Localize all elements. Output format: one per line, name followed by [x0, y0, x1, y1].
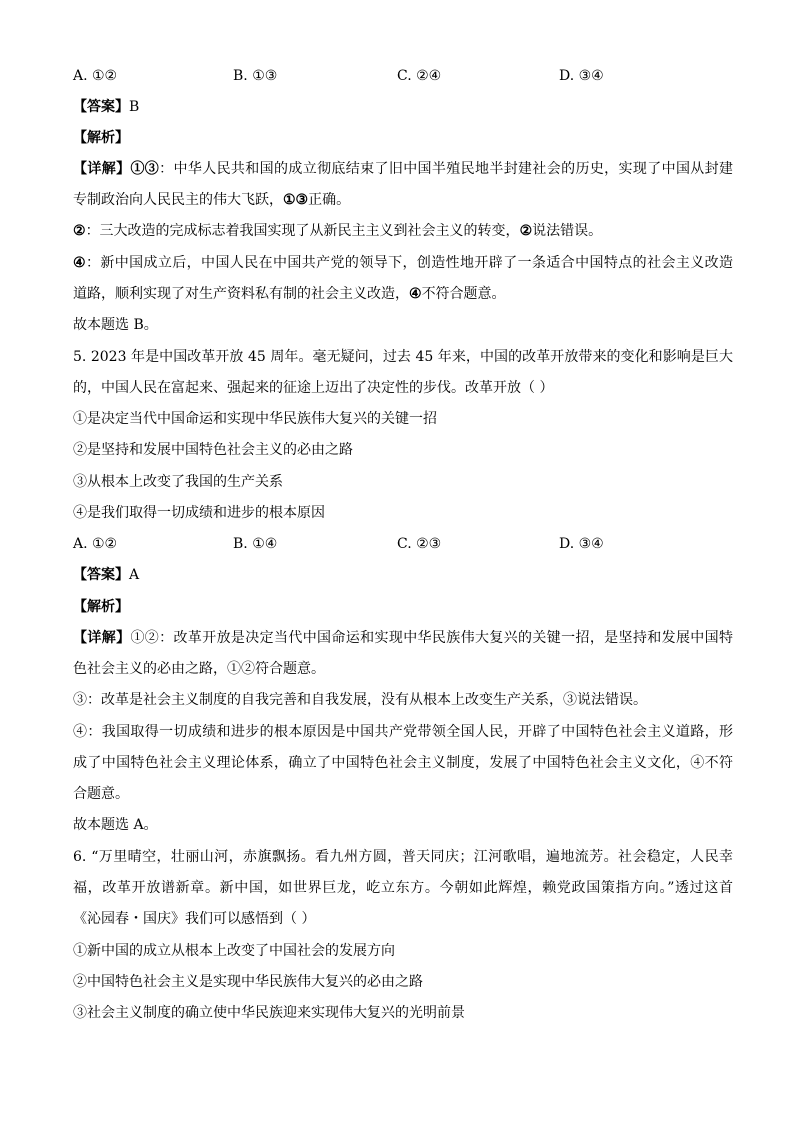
q5-analysis-tag: 【解析】: [73, 599, 129, 615]
q4-conclusion: 故本题选 B。: [73, 317, 158, 333]
q5-item-4: ④是我们取得一切成绩和进步的根本原因: [73, 505, 325, 521]
q5-item-1: ①是决定当代中国命运和实现中华民族伟大复兴的关键一招: [73, 411, 437, 427]
q5-detail-3c: 合题意。: [73, 786, 129, 802]
q4-detail-3a: ④：新中国成立后，中国人民在中国共产党的领导下，创造性地开辟了一条适合中国特点的社会主义改造: [73, 255, 734, 271]
q6-stem-2: 福，改革开放谱新章。新中国，如世界巨龙，屹立东方。今朝如此辉煌，赖党政国策指方向。”透过这首: [73, 880, 733, 896]
q5-option-d: D. ③④: [559, 536, 604, 552]
q6-item-1: ①新中国的成立从根本上改变了中国社会的发展方向: [73, 943, 395, 959]
q5-detail-1a: 【详解】①②：改革开放是决定当代中国命运和实现中华民族伟大复兴的关键一招，是坚持和发展中国特: [73, 630, 734, 646]
q4-answer: [73, 97, 733, 117]
q5-item-2: ②是坚持和发展中国特色社会主义的必由之路: [73, 442, 353, 458]
q5-detail-3a: ④：我国取得一切成绩和进步的根本原因是中国共产党带领全国人民，开辟了中国特色社会主义道路，形: [73, 724, 733, 740]
q4-detail-2: ②：三大改造的完成标志着我国实现了从新民主主义到社会主义的转变，②说法错误。: [73, 223, 603, 239]
detail-tag: 【详解】: [73, 161, 131, 177]
q4-detail-1a: 【详解】①③：中华人民共和国的成立彻底结束了旧中国半殖民地半封建社会的历史，实现了中国从封建: [73, 161, 734, 177]
q4-option-a: A. ①②: [73, 68, 118, 84]
q5-detail-3b: 成了中国特色社会主义理论体系，确立了中国特色社会主义制度，发展了中国特色社会主义文化，④不符: [73, 755, 733, 771]
answer-tag: 【答案】: [73, 99, 129, 115]
q4-option-b: B. ①③: [233, 68, 278, 84]
q4-detail-3b: 道路，顺利实现了对生产资料私有制的社会主义改造，④不符合题意。: [73, 286, 506, 302]
q4-option-c: C. ②④: [397, 68, 442, 84]
q5-stem-2: 的，中国人民在富起来、强起来的征途上迈出了决定性的步伐。改革开放（ ）: [73, 380, 554, 396]
q5-detail-2: ③：改革是社会主义制度的自我完善和自我发展，没有从根本上改变生产关系，③说法错误。: [73, 692, 647, 708]
answer-tag: 【答案】: [73, 567, 129, 583]
q5-option-b: B. ①④: [233, 536, 278, 552]
q5-detail-1b: 色社会主义的必由之路，①②符合题意。: [73, 661, 325, 677]
q4-detail-1b: 专制政治向人民民主的伟大飞跃，①③正确。: [73, 192, 351, 208]
detail-tag: 【详解】: [73, 630, 131, 646]
q6-stem-1: 6. “万里晴空，壮丽山河，赤旗飘扬。看九州方圆，普天同庆；江河歌唱，遍地流芳。社会稳定，人民幸: [73, 849, 733, 865]
q6-item-3: ③社会主义制度的确立使中华民族迎来实现伟大复兴的光明前景: [73, 1005, 465, 1021]
q4-option-d: D. ③④: [559, 68, 604, 84]
q5-item-3: ③从根本上改变了我国的生产关系: [73, 474, 283, 490]
q5-answer: [73, 565, 733, 585]
q5-conclusion: 故本题选 A。: [73, 817, 158, 833]
q5-option-c: C. ②③: [397, 536, 442, 552]
q6-item-2: ②中国特色社会主义是实现中华民族伟大复兴的必由之路: [73, 974, 423, 990]
answer-value: A: [129, 567, 140, 583]
q4-analysis-tag: 【解析】: [73, 130, 129, 146]
q5-stem-1: 5. 2023 年是中国改革开放 45 周年。毫无疑问，过去 45 年来，中国的改革开放带来的变化和影响是巨大: [73, 349, 733, 365]
q6-stem-3: 《沁园春・国庆》我们可以感悟到（ ）: [73, 911, 316, 927]
q5-option-a: A. ①②: [73, 536, 118, 552]
answer-value: B: [129, 99, 140, 115]
